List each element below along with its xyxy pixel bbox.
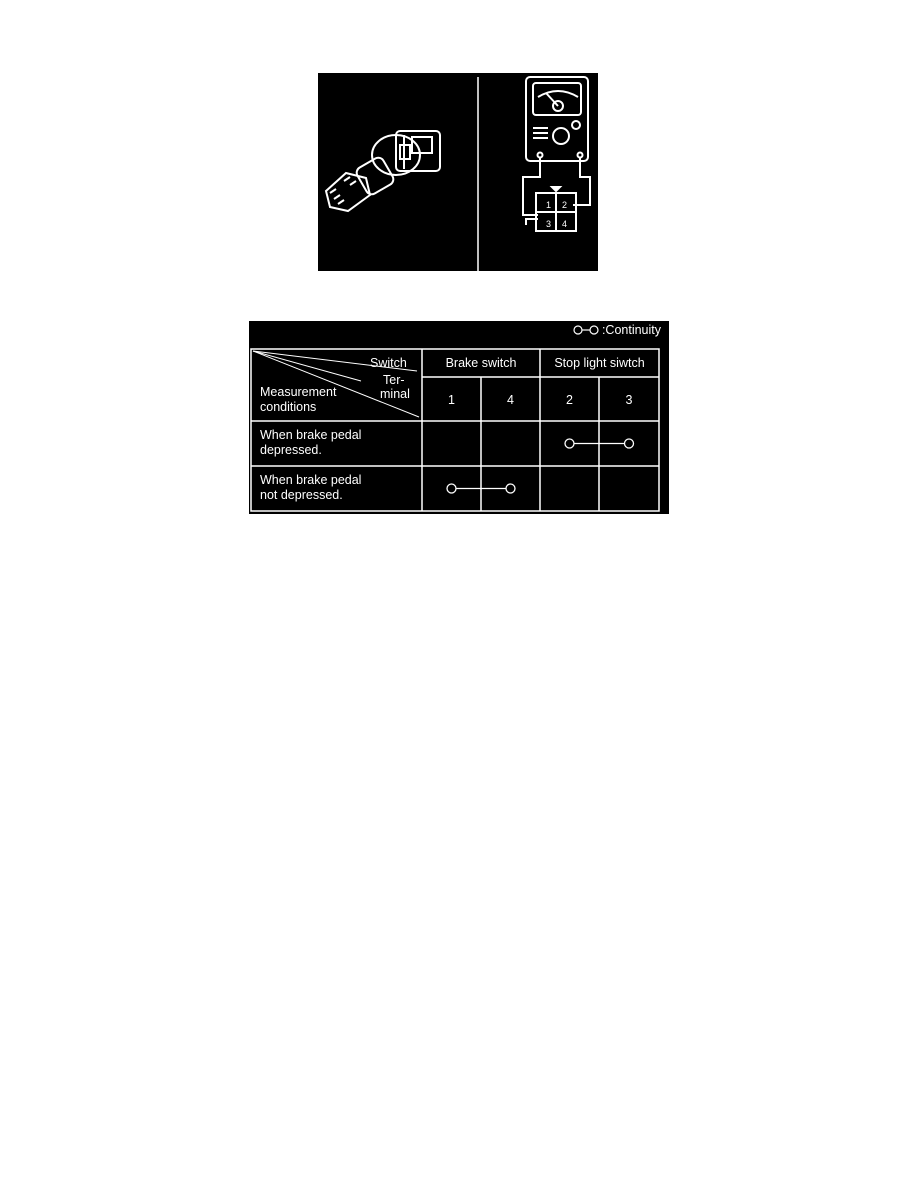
corner-terminal-label-2: minal	[380, 387, 410, 401]
continuity-terminal-circle	[625, 439, 634, 448]
terminal-header-2: 2	[566, 393, 573, 407]
row-label-not-depressed-line2: not depressed.	[260, 488, 343, 502]
corner-measurement-label-2: conditions	[260, 400, 317, 414]
terminal-header-1: 1	[448, 393, 455, 407]
header-brake-switch: Brake switch	[445, 356, 517, 370]
connector-number-2: 2	[562, 200, 568, 210]
legend-label: :Continuity	[601, 323, 661, 337]
corner-switch-label: Switch	[370, 356, 407, 370]
connector-number-1: 1	[546, 200, 552, 210]
continuity-table	[249, 321, 669, 514]
row-label-depressed-line2: depressed.	[260, 443, 322, 457]
brake-switch-illustration	[326, 131, 440, 211]
connector-number-3: 3	[546, 219, 552, 229]
row-label-not-depressed-line1: When brake pedal	[260, 473, 362, 487]
terminal-header-4: 4	[507, 393, 514, 407]
corner-measurement-label-1: Measurement	[260, 385, 337, 399]
connector-number-4: 4	[562, 219, 568, 229]
terminal-header-3: 3	[625, 393, 633, 407]
header-stop-light-switch: Stop light siwtch	[554, 356, 645, 370]
figure-svg	[318, 73, 598, 271]
row-label-depressed-line1: When brake pedal	[260, 428, 362, 442]
multimeter-illustration	[523, 77, 590, 231]
continuity-terminal-circle	[565, 439, 574, 448]
switch-inspection-figure	[318, 73, 598, 271]
corner-terminal-label-1: Ter-	[383, 373, 405, 387]
continuity-terminal-circle	[506, 484, 515, 493]
continuity-terminal-circle	[447, 484, 456, 493]
